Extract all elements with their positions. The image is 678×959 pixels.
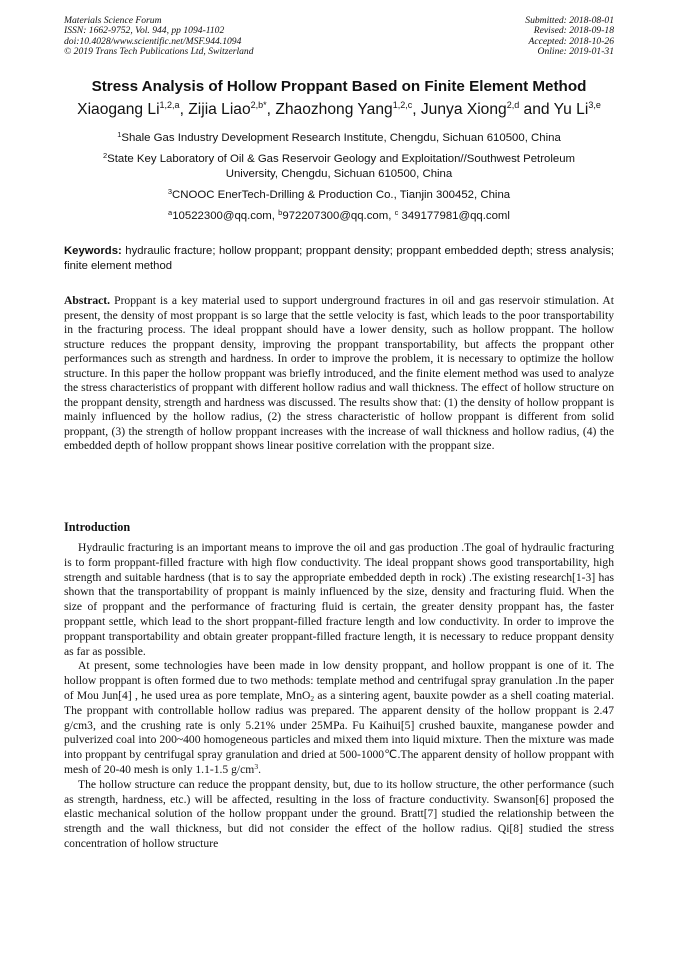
author-separator: , bbox=[266, 101, 276, 118]
date-accepted: Accepted: 2018-10-26 bbox=[528, 35, 614, 47]
section-heading-introduction: Introduction bbox=[64, 520, 131, 534]
paragraph-text: as a sintering agent, bauxite powder as a shell coating material. The proppant with controllable hollow radius was prepared. The apparent density of the hollow proppant is 2.47 g/cm3, and the crushing rate is only 5.21% under 25MPa. Fu Kaihui[5] crushed bauxite, manganese powder and pulverized coal into 200~400 homogeneous particles and mixed them into liquid mixture. Then the mixture was made into proppant by centrifugal spray granulation and dried at 500-1000℃.The apparent density of hollow proppant with mesh of 20-40 mesh is only 1.1-1.5 g/cm bbox=[64, 688, 614, 776]
introduction-body bbox=[64, 541, 614, 852]
author-name: Xiaogang Li bbox=[77, 101, 160, 118]
affiliation-number: 2 bbox=[102, 151, 108, 160]
date-submitted: Submitted: 2018-08-01 bbox=[525, 15, 614, 26]
author-affiliation-marker: 2,d bbox=[506, 100, 520, 110]
email-marker: c bbox=[394, 208, 399, 217]
paragraph-text: At present, some technologies have been made in low density proppant, and hollow proppant is one of it. The hollow proppant is often formed due to two methods: template method and centrifugal spray granulation .In the paper of Mou Jun[4] , he used urea as pore template, MnO bbox=[64, 659, 614, 702]
body-paragraph: The hollow structure can reduce the proppant density, but, due to its hollow structure, the other performance (such as strength, hardness, etc.) will be affected, resulting in the loss of fracture conductivity. Swanson[6] proposed the elastic mechanical solution of the hollow proppant under the ground. Bratt[7] studied the relationship between the strength and the wall thickness, but did not consider the effect of the hollow radius. Qi[8] studied the stress concentration of hollow structure bbox=[64, 777, 614, 850]
superscript: 3 bbox=[254, 761, 259, 771]
author-affiliation-marker: 2,b* bbox=[250, 100, 267, 110]
affiliation-1 bbox=[64, 131, 614, 146]
affiliation-number: 3 bbox=[167, 187, 173, 196]
author-affiliation-marker: 1,2,c bbox=[392, 100, 413, 110]
email-address: 349177981@qq.coml bbox=[398, 210, 510, 222]
date-online: Online: 2019-01-31 bbox=[537, 46, 614, 58]
journal-name: Materials Science Forum bbox=[64, 15, 162, 26]
author-emails bbox=[64, 209, 614, 224]
email-address: 972207300@qq.com, bbox=[282, 210, 395, 222]
journal-copyright: © 2019 Trans Tech Publications Ltd, Switzerland bbox=[64, 46, 254, 58]
author-name: Junya Xiong bbox=[420, 101, 507, 118]
author-name: Yu Li bbox=[553, 101, 589, 118]
author-separator: and bbox=[519, 101, 554, 118]
affiliation-number: 1 bbox=[117, 130, 122, 139]
author-affiliation-marker: 3,e bbox=[588, 100, 601, 110]
keywords-text: hydraulic fracture; hollow proppant; proppant density; proppant embedded depth; stress analysis; finite element method bbox=[64, 245, 614, 272]
email-marker: b bbox=[278, 208, 283, 217]
date-revised: Revised: 2018-09-18 bbox=[533, 25, 614, 37]
body-paragraph: Hydraulic fracturing is an important means to improve the oil and gas production .The goal of hydraulic fracturing is to form proppant-filled fracture with high flow conductivity. The ideal proppant shows good transportability, high strength and suitable hardness (that is to say the appropriate embedded depth in rock) .The existing research[1-3] has shown that the transportability of proppant is mainly influenced by the size, density and fracturing fluid. When the size of proppant and the performance of fracturing fluid is certain, the greater density proppant has, the faster proppant settle, which lead to the short proppant-filled fracture length and low conductivity. In order to improve the proppant transportability and obtain greater proppant-filled fracture length, it is necessary to reduce proppant density as far as possible. bbox=[64, 541, 614, 658]
journal-header-left bbox=[64, 16, 254, 58]
journal-doi: doi:10.4028/www.scientific.net/MSF.944.1094 bbox=[64, 35, 242, 47]
keywords-block bbox=[64, 244, 614, 273]
paper-title: Stress Analysis of Hollow Proppant Based on Finite Element Method bbox=[91, 78, 587, 95]
abstract-label: Abstract. bbox=[64, 294, 111, 307]
affiliation-3 bbox=[64, 188, 614, 203]
affiliation-2 bbox=[64, 152, 614, 181]
affiliation-text: State Key Laboratory of Oil & Gas Reservoir Geology and Exploitation//Southwest Petroleum bbox=[107, 153, 576, 165]
email-marker: a bbox=[168, 208, 173, 217]
abstract-block bbox=[64, 294, 614, 454]
affiliation-text: Shale Gas Industry Development Research Institute, Chengdu, Sichuan 610500, China bbox=[121, 132, 561, 144]
author-affiliation-marker: 1,2,a bbox=[159, 100, 180, 110]
paragraph-text: . bbox=[258, 762, 261, 776]
journal-header-right bbox=[525, 16, 614, 58]
keywords-label: Keywords: bbox=[64, 245, 122, 257]
subscript: 2 bbox=[310, 693, 315, 703]
author-separator: , bbox=[412, 101, 421, 118]
abstract-text: Proppant is a key material used to support underground fractures in oil and gas reservoir stimulation. At present, the density of most proppant is so large that the settle velocity is fast, which leads to the poor transportability in the fracturing process. The ideal proppant should have a lower density, such as hollow proppant. The hollow structure reduces the proppant density, improving the proppant transportability, but affects the proppant other performances such as strength and hardness. In order to improve the problem, it is necessary to optimize the hollow structure. In this paper the hollow proppant was briefly introduced, and the finite element method was used to analyze the stress characteristics of proppant with different hollow radius and wall thickness. The effect of hollow structure on the proppant density, strength and hardness was discussed. The results show that: (1) the density of hollow proppant is mainly influenced by the hollow radius, (2) the stress characteristic of hollow proppant is different from solid proppant, (3) the strength of hollow proppant increases with the increase of wall thickness and hollow radius, (4) the embedded depth of hollow proppant shows linear positive correlation with the proppant size. bbox=[64, 294, 614, 452]
email-address: 10522300@qq.com, bbox=[172, 210, 279, 222]
journal-issn: ISSN: 1662-9752, Vol. 944, pp 1094-1102 bbox=[64, 25, 225, 37]
author-list bbox=[30, 101, 648, 119]
author-name: Zhaozhong Yang bbox=[275, 101, 393, 118]
author-separator: , bbox=[179, 101, 189, 118]
affiliation-text: CNOOC EnerTech-Drilling & Production Co., Tianjin 300452, China bbox=[172, 189, 511, 201]
body-paragraph bbox=[64, 659, 614, 777]
affiliation-text: University, Chengdu, Sichuan 610500, China bbox=[225, 167, 453, 180]
author-name: Zijia Liao bbox=[188, 101, 251, 118]
